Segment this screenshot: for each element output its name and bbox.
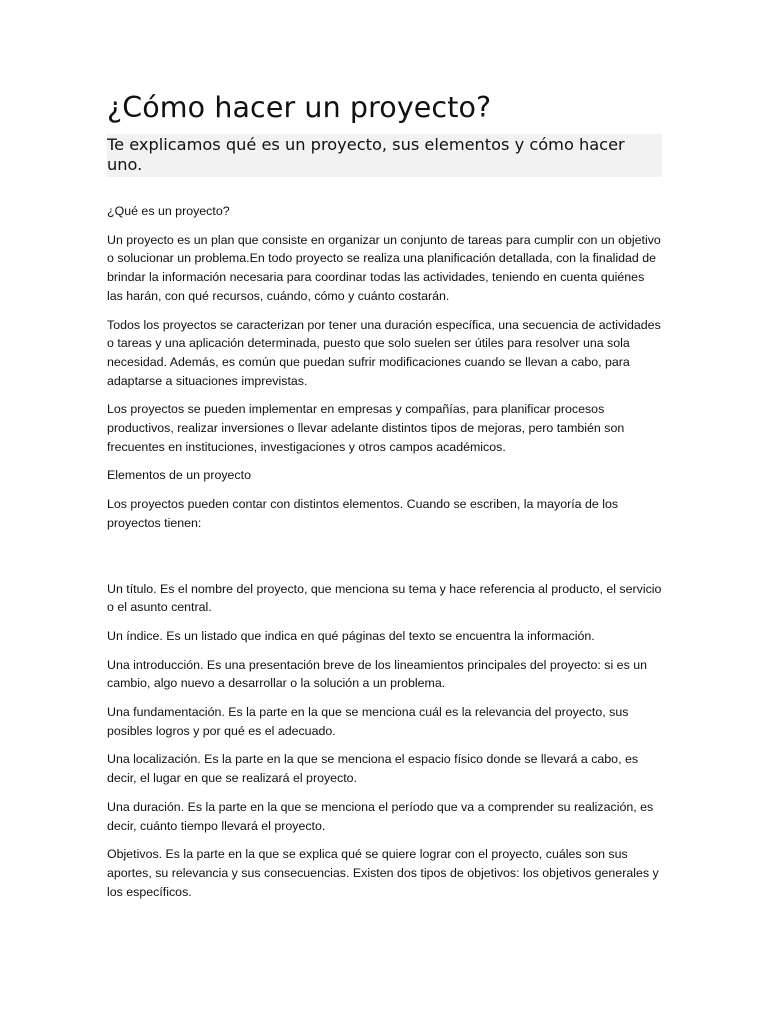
section-heading-elements: Elementos de un proyecto: [107, 468, 251, 483]
element-item-justification: Una fundamentación. Es la parte en la que se menciona cuál es la relevancia del proyecto, sus posibles logros y por qué es el adecuado.: [107, 705, 629, 738]
document-subtitle: Te explicamos qué es un proyecto, sus elementos y cómo hacer uno.: [107, 134, 662, 177]
paragraph-definition: Un proyecto es un plan que consiste en organizar un conjunto de tareas para cumplir con un objetivo o solucionar un problema.En todo proyecto se realiza una planificación detallada, con la finalidad de brindar la información necesaria para coordinar todas las actividades, teniendo en cuenta quiénes las harán, con qué recursos, cuándo, cómo y cuánto costarán.: [107, 232, 661, 303]
document-title: ¿Cómo hacer un proyecto?: [107, 91, 492, 124]
section-heading-what-is: ¿Qué es un proyecto?: [107, 204, 230, 218]
document-body: [107, 202, 663, 901]
element-item-location: Una localización. Es la parte en la que se menciona el espacio físico donde se llevará a cabo, es decir, el lugar en que se realizará el proyecto.: [107, 752, 639, 786]
document-page: [107, 88, 663, 911]
element-item-objectives: Objetivos. Es la parte en la que se explica qué se quiere lograr con el proyecto, cuáles son sus aportes, su relevancia y sus consecuencias. Existen dos tipos de objetivos: los objetivos generales y los específicos.: [107, 847, 659, 899]
paragraph-characteristics: Todos los proyectos se caracterizan por tener una duración específica, una secuencia de actividades o tareas y una aplicación determinada, puesto que solo suelen ser útiles para resolver una sola necesidad. Además, es común que puedan sufrir modificaciones cuando se llevan a cabo, para adaptarse a situaciones imprevistas.: [107, 317, 661, 388]
element-item-introduction: Una introducción. Es una presentación breve de los lineamientos principales del proyecto: si es un cambio, algo nuevo a desarrollar o la solución a un problema.: [107, 657, 647, 691]
element-item-title: Un título. Es el nombre del proyecto, que menciona su tema y hace referencia al producto, el servicio o el asunto central.: [107, 581, 662, 615]
paragraph-applications: Los proyectos se pueden implementar en empresas y compañías, para planificar procesos productivos, realizar inversiones o llevar adelante distintos tipos de mejoras, pero también son frecuentes en instituciones, investigaciones y otros campos académicos.: [107, 402, 625, 454]
element-item-duration: Una duración. Es la parte en la que se menciona el período que va a comprender su realización, es decir, cuánto tiempo llevará el proyecto.: [107, 799, 654, 833]
element-item-index: Un índice. Es un listado que indica en qué páginas del texto se encuentra la información.: [107, 628, 595, 643]
blank-line: [107, 543, 663, 580]
paragraph-elements-intro: Los proyectos pueden contar con distintos elementos. Cuando se escriben, la mayoría de los proyectos tienen:: [107, 497, 619, 530]
